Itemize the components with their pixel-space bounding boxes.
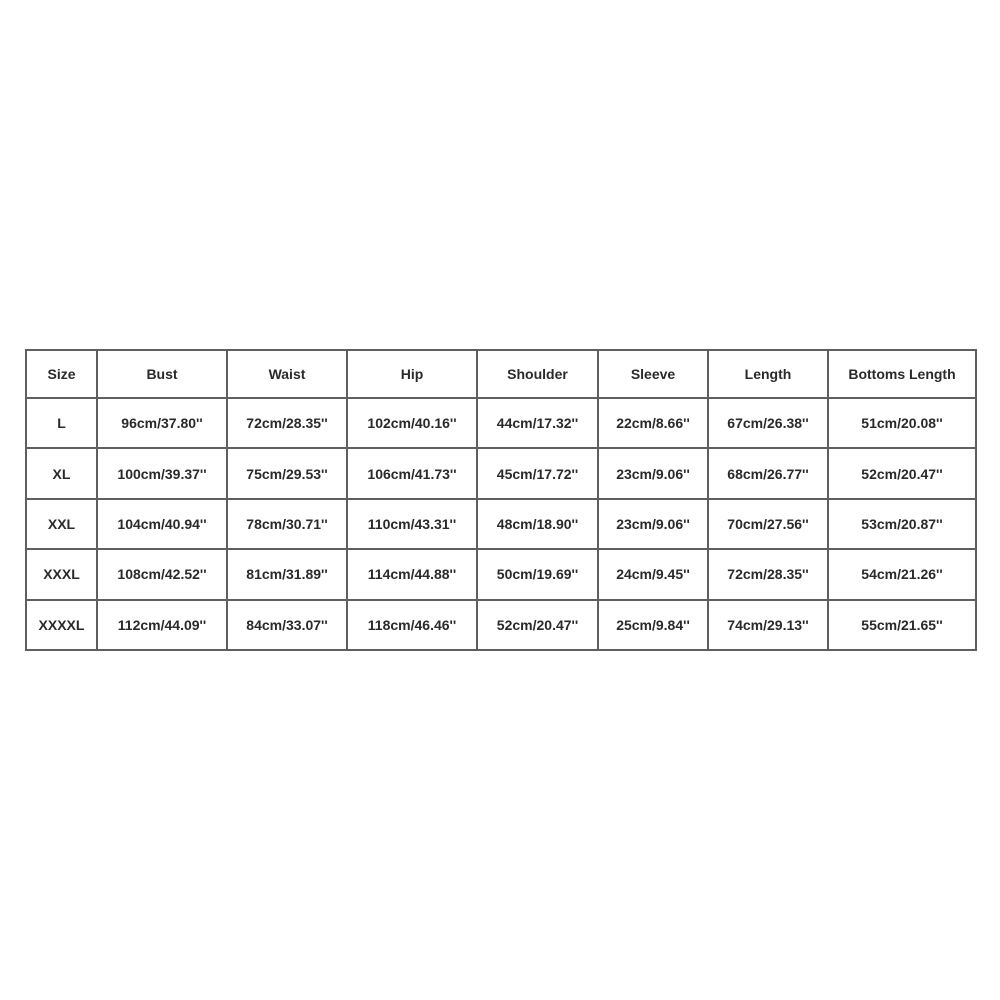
table-cell: 23cm/9.06'': [598, 499, 708, 549]
header-hip: Hip: [347, 350, 477, 398]
table-cell: 110cm/43.31'': [347, 499, 477, 549]
table-cell: L: [26, 398, 97, 448]
header-length: Length: [708, 350, 828, 398]
table-cell: 54cm/21.26'': [828, 549, 976, 599]
table-cell: XXXXL: [26, 600, 97, 650]
header-sleeve: Sleeve: [598, 350, 708, 398]
table-cell: 50cm/19.69'': [477, 549, 598, 599]
header-bottoms-length: Bottoms Length: [828, 350, 976, 398]
header-row: [26, 350, 976, 398]
table-cell: 44cm/17.32'': [477, 398, 598, 448]
table-cell: 100cm/39.37'': [97, 448, 227, 498]
header-shoulder: Shoulder: [477, 350, 598, 398]
table-cell: 74cm/29.13'': [708, 600, 828, 650]
table-cell: 96cm/37.80'': [97, 398, 227, 448]
table-row: [26, 600, 976, 650]
table-cell: 106cm/41.73'': [347, 448, 477, 498]
header-waist: Waist: [227, 350, 347, 398]
table-cell: 75cm/29.53'': [227, 448, 347, 498]
table-cell: 53cm/20.87'': [828, 499, 976, 549]
table-cell: 114cm/44.88'': [347, 549, 477, 599]
table-cell: 22cm/8.66'': [598, 398, 708, 448]
table-cell: 45cm/17.72'': [477, 448, 598, 498]
table-cell: 68cm/26.77'': [708, 448, 828, 498]
table-cell: 102cm/40.16'': [347, 398, 477, 448]
table-cell: 23cm/9.06'': [598, 448, 708, 498]
header-bust: Bust: [97, 350, 227, 398]
table-cell: 52cm/20.47'': [828, 448, 976, 498]
table-row: [26, 549, 976, 599]
table-cell: 78cm/30.71'': [227, 499, 347, 549]
table-cell: 51cm/20.08'': [828, 398, 976, 448]
table-cell: 81cm/31.89'': [227, 549, 347, 599]
table-cell: 55cm/21.65'': [828, 600, 976, 650]
table-cell: 72cm/28.35'': [227, 398, 347, 448]
table-row: [26, 448, 976, 498]
table-cell: XXL: [26, 499, 97, 549]
size-chart-table: [25, 349, 977, 651]
table-cell: 84cm/33.07'': [227, 600, 347, 650]
table-cell: 52cm/20.47'': [477, 600, 598, 650]
table-cell: 48cm/18.90'': [477, 499, 598, 549]
table-cell: 108cm/42.52'': [97, 549, 227, 599]
table-cell: 25cm/9.84'': [598, 600, 708, 650]
table-row: [26, 499, 976, 549]
table-cell: XL: [26, 448, 97, 498]
table-cell: 118cm/46.46'': [347, 600, 477, 650]
table-cell: XXXL: [26, 549, 97, 599]
table-cell: 70cm/27.56'': [708, 499, 828, 549]
table-cell: 72cm/28.35'': [708, 549, 828, 599]
table-row: [26, 398, 976, 448]
table-cell: 67cm/26.38'': [708, 398, 828, 448]
table-cell: 104cm/40.94'': [97, 499, 227, 549]
header-size: Size: [26, 350, 97, 398]
table-cell: 112cm/44.09'': [97, 600, 227, 650]
table-cell: 24cm/9.45'': [598, 549, 708, 599]
